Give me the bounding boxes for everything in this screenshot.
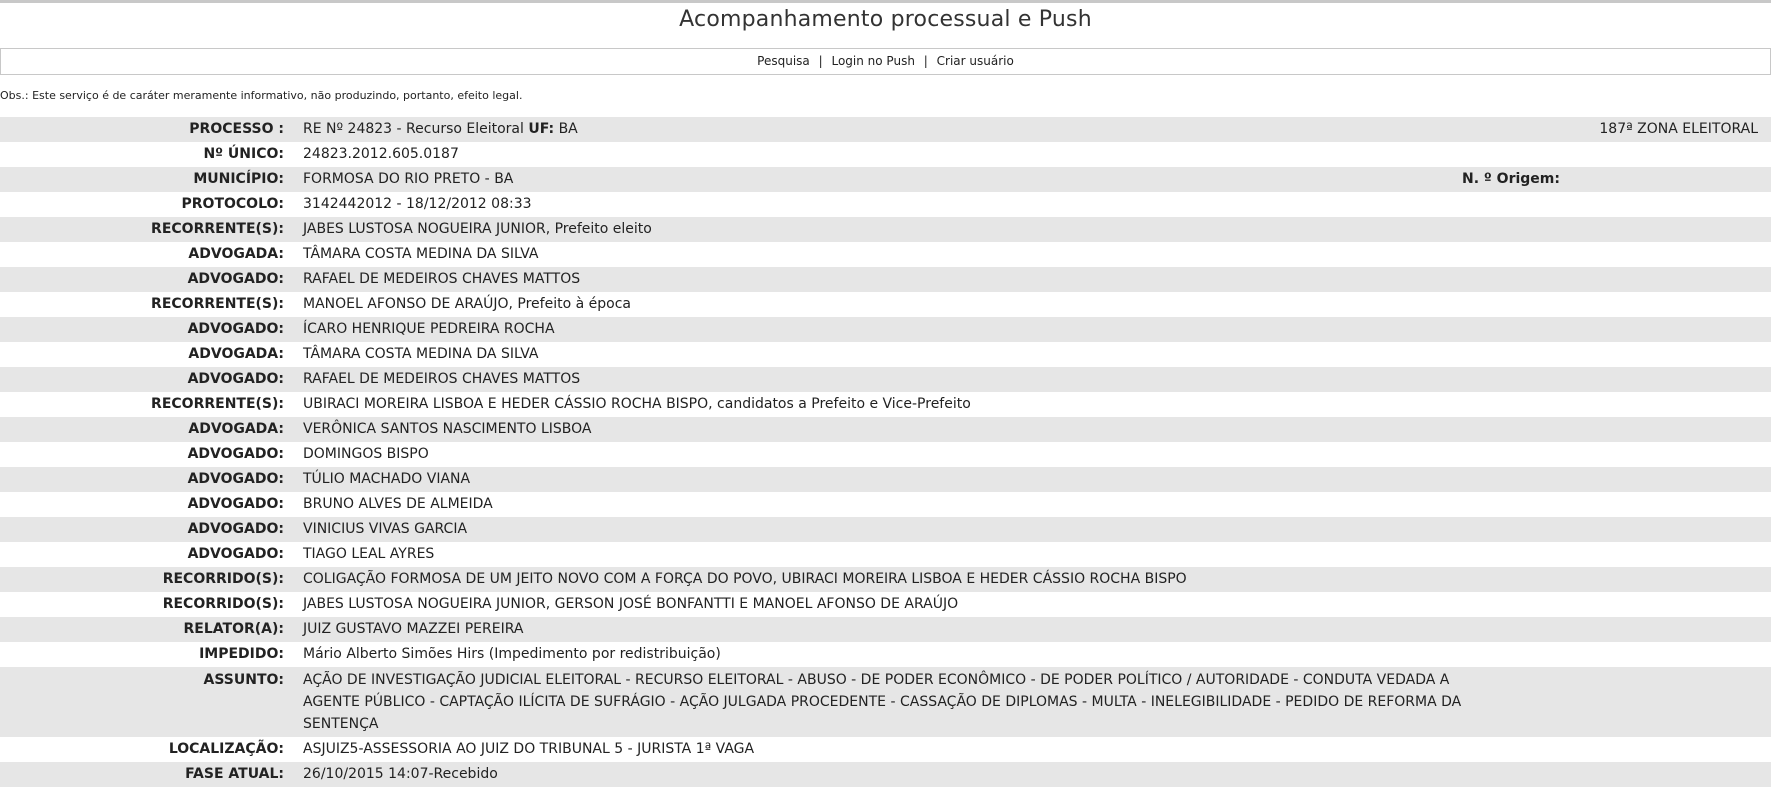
localizacao-value: ASJUIZ5-ASSESSORIA AO JUIZ DO TRIBUNAL 5 - JURISTA 1ª VAGA bbox=[303, 741, 755, 757]
row-assunto bbox=[0, 667, 1771, 737]
party-row bbox=[0, 592, 1771, 617]
row-municipio bbox=[0, 167, 1771, 192]
party-value: TÂMARA COSTA MEDINA DA SILVA bbox=[303, 246, 539, 262]
row-fase-atual bbox=[0, 762, 1771, 787]
party-label: IMPEDIDO: bbox=[199, 646, 284, 662]
criar-usuario-link[interactable]: Criar usuário bbox=[936, 54, 1014, 68]
legal-notice: Obs.: Este serviço é de caráter meramente informativo, não produzindo, portanto, efeito legal. bbox=[0, 89, 523, 102]
row-localizacao bbox=[0, 737, 1771, 762]
party-row bbox=[0, 392, 1771, 417]
party-label: ADVOGADO: bbox=[187, 496, 284, 512]
uf-value: BA bbox=[558, 121, 578, 137]
processo-description: RE Nº 24823 - Recurso Eleitoral bbox=[303, 121, 524, 137]
nav-separator: | bbox=[923, 54, 928, 68]
party-value: UBIRACI MOREIRA LISBOA E HEDER CÁSSIO ROCHA BISPO, candidatos a Prefeito e Vice-Prefeito bbox=[303, 396, 971, 412]
assunto-label: ASSUNTO: bbox=[203, 672, 284, 688]
processo-value bbox=[303, 117, 578, 142]
nav-separator: | bbox=[818, 54, 823, 68]
top-border bbox=[0, 0, 1771, 3]
party-value: VERÔNICA SANTOS NASCIMENTO LISBOA bbox=[303, 421, 592, 437]
municipio-value: FORMOSA DO RIO PRETO - BA bbox=[303, 171, 514, 187]
processo-label: PROCESSO : bbox=[189, 121, 284, 137]
party-value: RAFAEL DE MEDEIROS CHAVES MATTOS bbox=[303, 271, 581, 287]
party-label: RECORRIDO(S): bbox=[162, 596, 284, 612]
row-protocolo bbox=[0, 192, 1771, 217]
party-label: ADVOGADO: bbox=[187, 371, 284, 387]
party-value: TÂMARA COSTA MEDINA DA SILVA bbox=[303, 346, 539, 362]
party-value: MANOEL AFONSO DE ARAÚJO, Prefeito à época bbox=[303, 296, 631, 312]
login-push-link[interactable]: Login no Push bbox=[831, 54, 915, 68]
party-row bbox=[0, 517, 1771, 542]
party-label: ADVOGADO: bbox=[187, 546, 284, 562]
uf-label: UF: bbox=[528, 121, 555, 137]
nav-bar bbox=[0, 48, 1771, 75]
party-label: ADVOGADO: bbox=[187, 521, 284, 537]
protocolo-label: PROTOCOLO: bbox=[181, 196, 284, 212]
party-row bbox=[0, 242, 1771, 267]
party-row bbox=[0, 617, 1771, 642]
party-value: JABES LUSTOSA NOGUEIRA JUNIOR, Prefeito eleito bbox=[303, 221, 652, 237]
party-label: RECORRENTE(S): bbox=[151, 221, 284, 237]
numero-unico-label: Nº ÚNICO: bbox=[203, 146, 284, 162]
party-row bbox=[0, 467, 1771, 492]
party-row bbox=[0, 567, 1771, 592]
party-row bbox=[0, 342, 1771, 367]
party-label: RECORRIDO(S): bbox=[162, 571, 284, 587]
party-value: JUIZ GUSTAVO MAZZEI PEREIRA bbox=[303, 621, 524, 637]
party-value: TÚLIO MACHADO VIANA bbox=[303, 471, 471, 487]
party-label: RECORRENTE(S): bbox=[151, 396, 284, 412]
party-label: RELATOR(A): bbox=[183, 621, 284, 637]
origem-label: N. º Origem: bbox=[1462, 171, 1560, 187]
party-row bbox=[0, 642, 1771, 667]
row-processo bbox=[0, 117, 1771, 142]
party-label: ADVOGADA: bbox=[188, 421, 284, 437]
party-row bbox=[0, 292, 1771, 317]
numero-unico-value: 24823.2012.605.0187 bbox=[303, 146, 459, 162]
party-label: ADVOGADO: bbox=[187, 271, 284, 287]
localizacao-label: LOCALIZAÇÃO: bbox=[168, 741, 284, 757]
party-value: RAFAEL DE MEDEIROS CHAVES MATTOS bbox=[303, 371, 581, 387]
party-row bbox=[0, 417, 1771, 442]
party-value: TIAGO LEAL AYRES bbox=[303, 546, 435, 562]
party-value: VINICIUS VIVAS GARCIA bbox=[303, 521, 468, 537]
party-value: BRUNO ALVES DE ALMEIDA bbox=[303, 496, 493, 512]
party-label: ADVOGADO: bbox=[187, 471, 284, 487]
pesquisa-link[interactable]: Pesquisa bbox=[757, 54, 810, 68]
party-label: ADVOGADO: bbox=[187, 446, 284, 462]
party-row bbox=[0, 542, 1771, 567]
party-row bbox=[0, 442, 1771, 467]
party-row bbox=[0, 317, 1771, 342]
party-label: RECORRENTE(S): bbox=[151, 296, 284, 312]
party-label: ADVOGADA: bbox=[188, 246, 284, 262]
party-value: DOMINGOS BISPO bbox=[303, 446, 429, 462]
page-title: Acompanhamento processual e Push bbox=[679, 7, 1092, 32]
party-value: Mário Alberto Simões Hirs (Impedimento por redistribuição) bbox=[303, 646, 721, 662]
assunto-value: AÇÃO DE INVESTIGAÇÃO JUDICIAL ELEITORAL - RECURSO ELEITORAL - ABUSO - DE PODER ECONÔMICO - DE PODER POLÍTICO / AUTORIDADE - CONDUTA VEDADA A AGENTE PÚBLICO - CAPTAÇÃO ILÍCITA DE SUFRÁGIO - AÇÃO JULGADA PROCEDENTE - CASSAÇÃO DE DIPLOMAS - MULTA - INELEGIBILIDADE - PEDIDO DE REFORMA DA SENTENÇA bbox=[303, 672, 1462, 732]
party-value: ÍCARO HENRIQUE PEDREIRA ROCHA bbox=[303, 321, 555, 337]
fase-atual-value: 26/10/2015 14:07-Recebido bbox=[303, 766, 498, 782]
zona-eleitoral: 187ª ZONA ELEITORAL bbox=[1599, 121, 1758, 137]
party-label: ADVOGADA: bbox=[188, 346, 284, 362]
party-value: JABES LUSTOSA NOGUEIRA JUNIOR, GERSON JOSÉ BONFANTTI E MANOEL AFONSO DE ARAÚJO bbox=[303, 596, 959, 612]
municipio-label: MUNICÍPIO: bbox=[193, 171, 284, 187]
protocolo-value: 3142442012 - 18/12/2012 08:33 bbox=[303, 196, 532, 212]
party-value: COLIGAÇÃO FORMOSA DE UM JEITO NOVO COM A FORÇA DO POVO, UBIRACI MOREIRA LISBOA E HEDER CÁSSIO ROCHA BISPO bbox=[303, 571, 1187, 587]
party-row bbox=[0, 217, 1771, 242]
party-row bbox=[0, 267, 1771, 292]
party-row bbox=[0, 492, 1771, 517]
process-details bbox=[0, 117, 1771, 787]
fase-atual-label: FASE ATUAL: bbox=[185, 766, 284, 782]
party-row bbox=[0, 367, 1771, 392]
party-label: ADVOGADO: bbox=[187, 321, 284, 337]
row-numero-unico bbox=[0, 142, 1771, 167]
